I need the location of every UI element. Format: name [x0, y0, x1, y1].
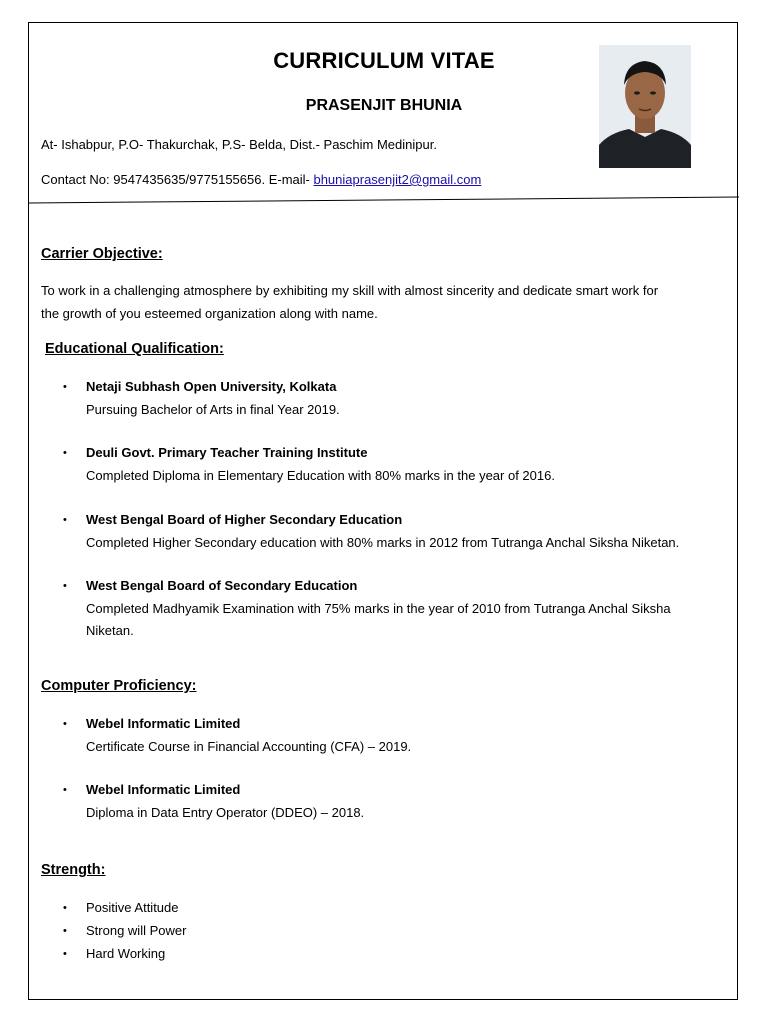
- bullet-icon: •: [63, 925, 67, 937]
- contact-numbers: Contact No: 9547435635/9775155656. E-mail-: [41, 172, 314, 187]
- strength-label: Hard Working: [86, 946, 166, 961]
- objective-text-line: To work in a challenging atmosphere by exhibiting my skill with almost sincerity and dedicate smart work for: [41, 283, 659, 298]
- profile-photo-illustration: [599, 45, 691, 168]
- education-institution: West Bengal Board of Higher Secondary Education: [86, 512, 403, 527]
- bullet-icon: •: [63, 514, 67, 526]
- strength-label: Strong will Power: [86, 923, 187, 938]
- bullet-icon: •: [63, 718, 67, 730]
- objective-text: [41, 280, 731, 325]
- computer-detail: Diploma in Data Entry Operator (DDEO) – 2018.: [86, 804, 365, 820]
- education-detail: Completed Diploma in Elementary Education with 80% marks in the year of 2016.: [86, 467, 555, 483]
- education-detail: Completed Higher Secondary education with 80% marks in 2012 from Tutranga Anchal Siksha Niketan.: [86, 534, 680, 550]
- education-institution: Deuli Govt. Primary Teacher Training Institute: [86, 445, 368, 460]
- education-heading: Educational Qualification:: [45, 341, 224, 357]
- computer-institution: Webel Informatic Limited: [86, 782, 241, 797]
- address-line: At- Ishabpur, P.O- Thakurchak, P.S- Belda, Dist.- Paschim Medinipur.: [41, 137, 437, 152]
- computer-heading: Computer Proficiency:: [41, 678, 197, 694]
- profile-photo: [599, 45, 691, 168]
- education-institution: Netaji Subhash Open University, Kolkata: [86, 379, 337, 394]
- candidate-name: PRASENJIT BHUNIA: [305, 97, 463, 114]
- header-divider: [29, 190, 739, 206]
- bullet-icon: •: [63, 580, 67, 592]
- bullet-icon: •: [63, 784, 67, 796]
- education-detail: Completed Madhyamik Examination with 75% marks in the year of 2010 from Tutranga Anchal Siksha: [86, 600, 671, 616]
- education-institution: West Bengal Board of Secondary Education: [86, 578, 358, 593]
- objective-text-line: the growth of you esteemed organization along with name.: [41, 305, 378, 321]
- objective-heading: Carrier Objective:: [41, 246, 163, 262]
- bullet-icon: •: [63, 948, 67, 960]
- strength-label: Positive Attitude: [86, 900, 179, 915]
- bullet-icon: •: [63, 447, 67, 459]
- bullet-icon: •: [63, 381, 67, 393]
- strength-heading: Strength:: [41, 862, 106, 878]
- computer-detail: Certificate Course in Financial Accounting (CFA) – 2019.: [86, 738, 412, 754]
- email-link[interactable]: bhuniaprasenjit2@gmail.com: [313, 172, 482, 187]
- bullet-icon: •: [63, 902, 67, 914]
- education-detail: Niketan.: [86, 623, 134, 638]
- document-title: CURRICULUM VITAE: [273, 48, 495, 73]
- computer-institution: Webel Informatic Limited: [86, 716, 241, 731]
- contact-line: [41, 172, 481, 187]
- education-detail: Pursuing Bachelor of Arts in final Year 2019.: [86, 401, 340, 417]
